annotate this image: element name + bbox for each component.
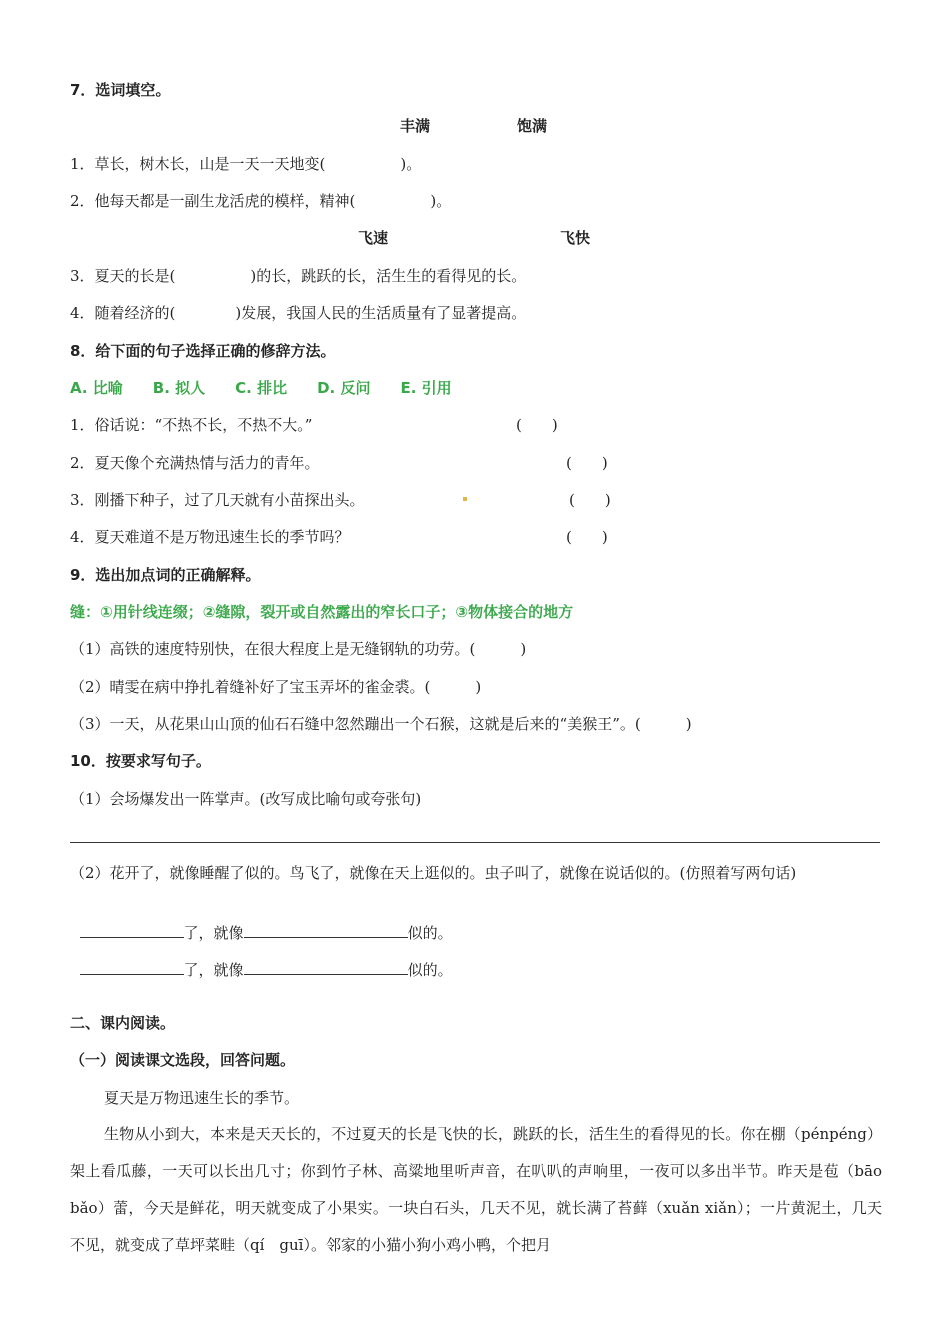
q9-item-3: （3）一天，从花果山山顶的仙石石缝中忽然蹦出一个石猴，这就是后来的“美猴王”。( ): [70, 715, 692, 733]
q9-item-1: （1）高铁的速度特别快，在很大程度上是无缝钢轨的功劳。( ): [70, 640, 527, 658]
q10-item-1: （1）会场爆发出一阵掌声。(改写成比喻句或夸张句): [70, 790, 422, 808]
q8-answer-4[interactable]: ( ): [566, 528, 608, 546]
q8-options: A. 比喻 B. 拟人 C. 排比 D. 反问 E. 引用: [70, 379, 452, 397]
q10-item-2: （2）花开了，就像睡醒了似的。鸟飞了，就像在天上逛似的。虫子叫了，就像在说话似的。(仿照着写两句话): [70, 864, 797, 882]
reading-para-2: 生物从小到大，本来是天天长的，不过夏天的长是飞快的长，跳跃的长，活生生的看得见的长。你在棚（pénpéng）架上看瓜藤，一天可以长出几寸；你到竹子林、高粱地里听声音，在叭叭的声响里，一夜可以多出半节。昨天是苞（bāo bǎo）蕾，今天是鲜花，明天就变成了小果实。一块白石头，几天不见，就长满了苔藓（xuǎn xiǎn）；一片黄泥土，几天不见，就变成了草坪菜畦（qí guī）。邻家的小猫小狗小鸡小鸭，个把月: [70, 1125, 882, 1254]
q8-answer-3[interactable]: ( ): [569, 491, 611, 509]
q8-item-1: 1．俗话说：“不热不长，不热不大。”: [70, 416, 313, 434]
q8-answer-1[interactable]: ( ): [516, 416, 558, 434]
q9-item-2: （2）晴雯在病中挣扎着缝补好了宝玉弄坏的雀金裘。( ): [70, 678, 482, 696]
q8-item-2: 2．夏天像个充满热情与活力的青年。: [70, 454, 320, 472]
q10-blank-1b[interactable]: [244, 921, 408, 938]
q7-sentence-4: 4．随着经济的( )发展，我国人民的生活质量有了显著提高。: [70, 304, 527, 322]
q8-item-4: 4．夏天难道不是万物迅速生长的季节吗？: [70, 528, 350, 546]
q10-blank-2a[interactable]: [80, 958, 184, 975]
q10-blank-1a[interactable]: [80, 921, 184, 938]
q8-title: 8．给下面的句子选择正确的修辞方法。: [70, 342, 336, 360]
q8-item-3: 3．刚播下种子，过了几天就有小苗探出头。: [70, 491, 365, 509]
q10-end-1: 似的。: [407, 924, 453, 942]
q10-fill-row-2: [70, 938, 453, 980]
reading-para-1: 夏天是万物迅速生长的季节。: [104, 1089, 300, 1107]
q7-word-4: 飞快: [560, 229, 591, 247]
decorative-dot: [463, 497, 467, 501]
q10-title: 10．按要求写句子。: [70, 752, 211, 770]
q10-answer-line[interactable]: [70, 842, 880, 843]
q9-title: 9．选出加点词的正确解释。: [70, 566, 261, 584]
q7-word-2: 饱满: [517, 117, 548, 135]
q7-word-3: 飞速: [358, 229, 389, 247]
q8-answer-2[interactable]: ( ): [566, 454, 608, 472]
q7-sentence-3: 3．夏天的长是( )的长，跳跃的长，活生生的看得见的长。: [70, 267, 527, 285]
section2-subtitle: （一）阅读课文选段，回答问题。: [70, 1051, 296, 1069]
q10-mid-1: 了，就像: [183, 924, 244, 942]
section2-title: 二、课内阅读。: [70, 1014, 176, 1032]
q7-sentence-1: 1．草长，树木长，山是一天一天地变( )。: [70, 155, 422, 173]
q7-sentence-2: 2．他每天都是一副生龙活虎的模样，精神( )。: [70, 192, 452, 210]
q10-mid-2: 了，就像: [183, 961, 244, 979]
q10-blank-2b[interactable]: [244, 958, 408, 975]
q9-definition: 缝：①用针线连缀；②缝隙，裂开或自然露出的窄长口子；③物体接合的地方: [70, 603, 574, 621]
q10-end-2: 似的。: [407, 961, 453, 979]
q7-title: 7．选词填空。: [70, 81, 171, 99]
q10-fill-row-1: [70, 901, 453, 943]
q7-word-1: 丰满: [400, 117, 431, 135]
